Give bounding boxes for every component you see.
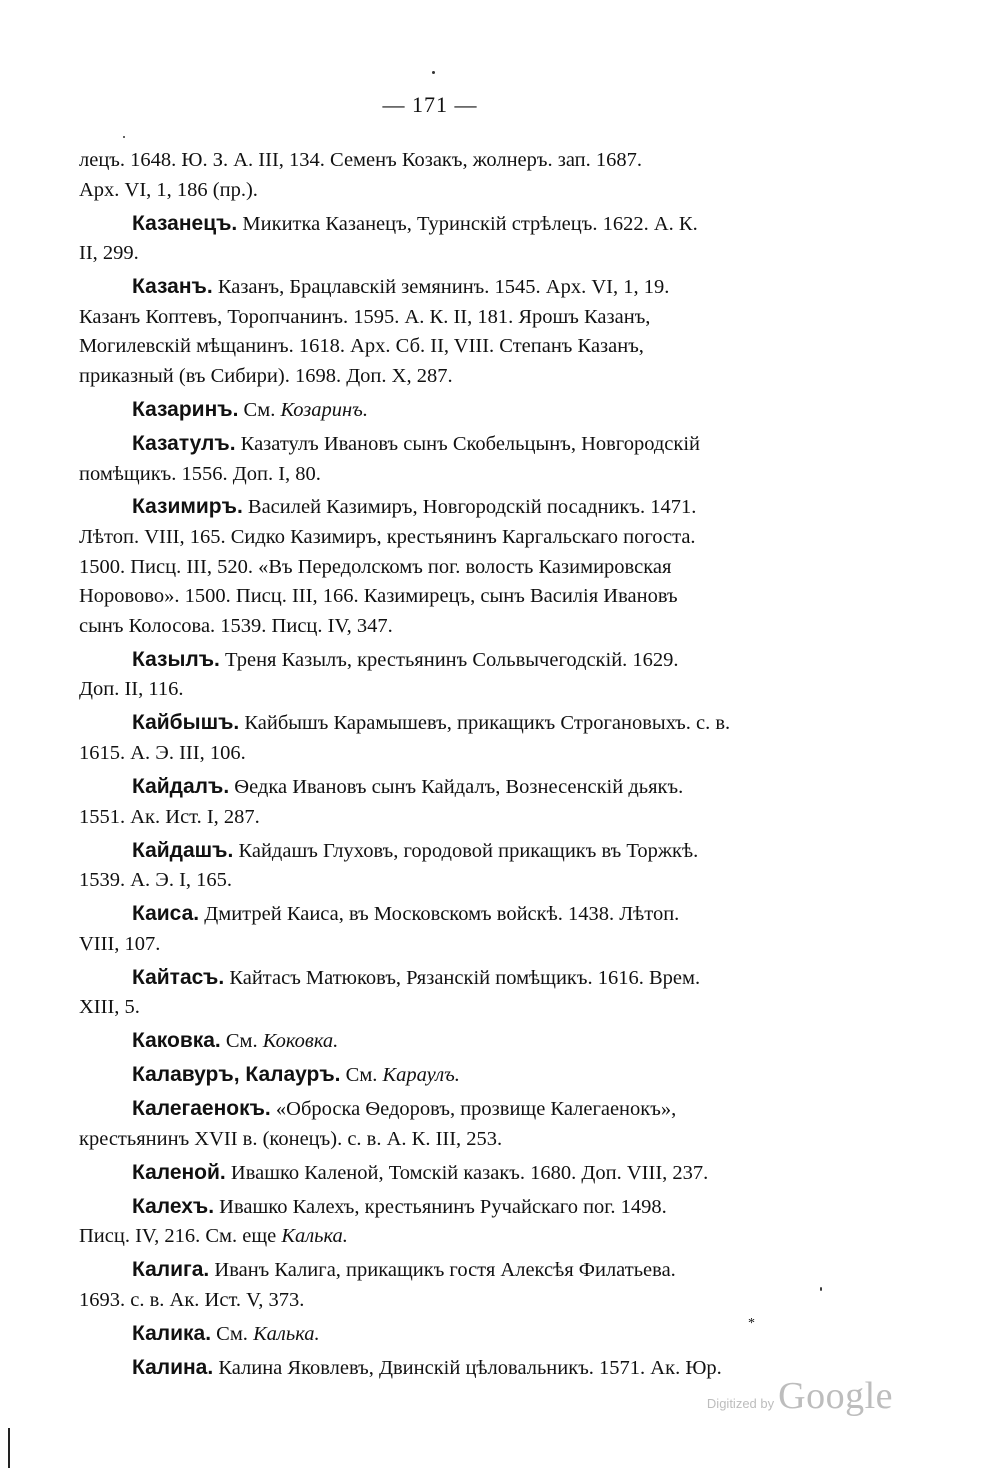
entry-headword: Казанецъ. [132,211,238,235]
dictionary-entry [79,272,801,391]
entry-headword: Каковка. [132,1029,221,1053]
entry-text: сынъ Колосова. 1539. Писц. IV, 347. [79,614,393,637]
entry-text: Кайбышъ Карамышевъ, прикащикъ Строгановыхъ. с. в. [244,712,731,735]
dictionary-entry [79,836,801,896]
entry-text: См. [345,1064,378,1087]
entry-line [79,332,801,362]
entry-text: 1539. А. Э. I, 165. [79,869,233,892]
watermark-small: Digitized by [706,1396,775,1411]
entry-line [79,899,801,930]
entry-text: Могилевскій мѣщанинъ. 1618. Арх. Сб. II, VIII. Степанъ Казанъ, [79,335,644,358]
entry-line [79,553,801,583]
entry-line [79,772,801,803]
entry-line [79,1158,801,1189]
dictionary-entry [79,429,801,489]
entry-text: Лѣтоп. VIII, 165. Сидко Казимиръ, крестьянинъ Каргальскаго погоста. [79,526,696,549]
entry-text: См. [225,1030,258,1053]
entry-headword: Казылъ. [132,647,220,671]
entry-text: См. [216,1323,248,1345]
dictionary-entry [79,209,801,269]
entry-text: Дмитрей Каиса, въ Московскомъ войскѣ. 1438. Лѣтоп. [204,903,680,926]
entry-headword: Кайтасъ. [132,965,225,989]
entry-line [79,1026,801,1057]
entry-line [79,963,801,994]
entry-text: Ивашко Калехъ, крестьянинъ Ручайскаго пог. 1498. [219,1195,667,1218]
entry-line [79,1060,801,1091]
entry-headword: Калавуръ, Калауръ. [132,1063,341,1087]
entry-headword: Казанъ. [132,275,213,299]
entry-headword: Кайбышъ. [132,711,240,735]
entry-text: См. [243,398,276,421]
entry-line [79,612,801,642]
entry-text: VIII, 107. [79,932,161,955]
binding-margin-line [8,1428,10,1468]
dictionary-entry [79,1060,801,1091]
entry-headword: Казатулъ. [132,431,236,455]
entry-line [79,1094,801,1125]
entry-text: «Оброска Ѳедоровъ, прозвище Калегаенокъ», [275,1098,677,1121]
entry-text: Писц. IV, 216. См. еще [79,1225,277,1248]
cross-reference: Калька. [281,1225,348,1248]
cross-reference: Калька. [253,1323,320,1345]
entry-headword: Калехъ. [132,1194,215,1218]
entry-text: XIII, 5. [79,996,140,1019]
entry-text: 1551. Ак. Ист. I, 287. [79,805,260,828]
entry-line [79,492,801,523]
entry-headword: Каиса. [132,902,200,926]
entry-text: Кайтасъ Матюковъ, Рязанскій помѣщикъ. 1616. Врем. [229,966,701,989]
dictionary-entry [79,1255,801,1315]
entry-line [79,836,801,867]
entry-text: Кайдашъ Глуховъ, городовой прикащикъ въ Торжкѣ. [238,839,699,862]
entry-text: приказный (въ Сибири). 1698. Доп. X, 287. [79,364,453,387]
dictionary-entry [79,1319,801,1350]
cross-reference: Караулъ. [382,1064,460,1087]
entry-headword: Калига. [132,1258,210,1282]
dictionary-entry [79,708,801,768]
dictionary-entry [79,1192,801,1252]
entry-text: Казатулъ Ивановъ сынъ Скобельцынъ, Новгородскій [240,432,701,455]
entry-continuation [79,146,801,205]
entry-line [79,362,801,392]
entry-line [79,460,801,490]
dictionary-entry [79,395,801,426]
entry-line [79,429,801,460]
entry-headword: Кайдалъ. [132,775,230,798]
entry-headword: Кайдашъ. [132,838,234,862]
entry-text: Норовово». 1500. Писц. III, 166. Казимирецъ, сынъ Василія Ивановъ [79,585,678,608]
entry-text: Ѳедка Ивановъ сынъ Кайдалъ, Вознесенскій дьякъ. [234,776,684,798]
entry-line [79,523,801,553]
digitized-watermark [707,1374,893,1418]
dictionary-entry [79,492,801,641]
dictionary-entry [79,1158,801,1189]
entry-text: 1500. Писц. III, 520. «Въ Передолскомъ пог. волость Казимировская [79,555,672,578]
dictionary-entry [79,1094,801,1154]
entry-line [79,209,801,240]
entry-line [79,582,801,612]
entry-text: помѣщикъ. 1556. Доп. I, 80. [79,462,321,485]
entry-text: Микитка Казанецъ, Туринскій стрѣлецъ. 1622. А. К. [242,212,698,235]
cross-reference: Козаринъ. [280,398,368,421]
entry-line [79,1353,801,1384]
entry-line [79,1125,801,1155]
entry-line [79,1255,801,1286]
entry-text: лецъ. 1648. Ю. З. А. III, 134. Семенъ Козакъ, жолнеръ. зап. 1687. [79,149,643,171]
entry-text: Доп. II, 116. [79,678,184,701]
ink-speck [432,71,435,74]
entry-line [79,866,801,896]
entry-line [79,272,801,303]
entry-text: Иванъ Калига, прикащикъ гостя Алексѣя Филатьева. [214,1259,676,1282]
dictionary-entry [79,963,801,1023]
dictionary-entry [79,1026,801,1057]
ink-speck [123,136,125,138]
dictionary-text [79,146,801,1387]
page-number: — 171 — [382,92,478,117]
entry-line [79,1192,801,1223]
entry-text: Арх. VI, 1, 186 (пр.). [79,178,258,201]
entry-headword: Казимиръ. [132,495,243,519]
entry-line [79,708,801,739]
entry-text: Треня Казылъ, крестьянинъ Сольвычегодскій. 1629. [225,648,679,671]
entry-headword: Каленой. [132,1160,226,1184]
entry-line [79,993,801,1023]
dictionary-entry [79,772,801,832]
entry-headword: Калегаенокъ. [132,1097,271,1121]
entry-line [79,239,801,269]
entry-line [79,1319,801,1350]
dictionary-entry [79,899,801,959]
entry-line [79,645,801,676]
dictionary-entry [79,1353,801,1384]
entry-line [79,303,801,333]
entry-line [79,1222,801,1252]
entry-line [79,675,801,705]
entry-text: Казанъ Коптевъ, Торопчанинъ. 1595. А. К. II, 181. Ярошъ Казанъ, [79,305,651,328]
entry-text: Казанъ, Брацлавскій земянинъ. 1545. Арх. VI, 1, 19. [217,276,670,299]
entry-text: 1615. А. Э. III, 106. [79,742,246,765]
entry-headword: Казаринъ. [132,397,239,421]
entry-line [79,803,801,833]
entry-line [79,176,801,206]
ink-speck [820,1287,822,1291]
entry-text: Василей Казимиръ, Новгородскій посадникъ. 1471. [247,496,697,519]
cross-reference: Коковка. [262,1030,339,1053]
entry-text: II, 299. [79,242,139,265]
entry-line [79,930,801,960]
entry-text: Калина Яковлевъ, Двинскій цѣловальникъ. 1571. Ак. Юр. [218,1356,722,1379]
entry-text: крестьянинъ XVII в. (конецъ). с. в. А. К. III, 253. [79,1127,503,1150]
entry-line [79,395,801,426]
entry-headword: Калина. [132,1355,214,1379]
entry-text: Ивашко Каленой, Томскій казакъ. 1680. Доп. VIII, 237. [230,1161,709,1184]
entry-headword: Калика. [132,1322,212,1345]
entry-line [79,739,801,769]
entry-line [79,146,801,176]
dictionary-entry [79,645,801,705]
google-logo: Google [778,1375,893,1417]
entry-text: 1693. с. в. Ак. Ист. V, 373. [79,1289,305,1312]
entry-line [79,1286,801,1316]
footnote-star: * [748,1316,755,1331]
